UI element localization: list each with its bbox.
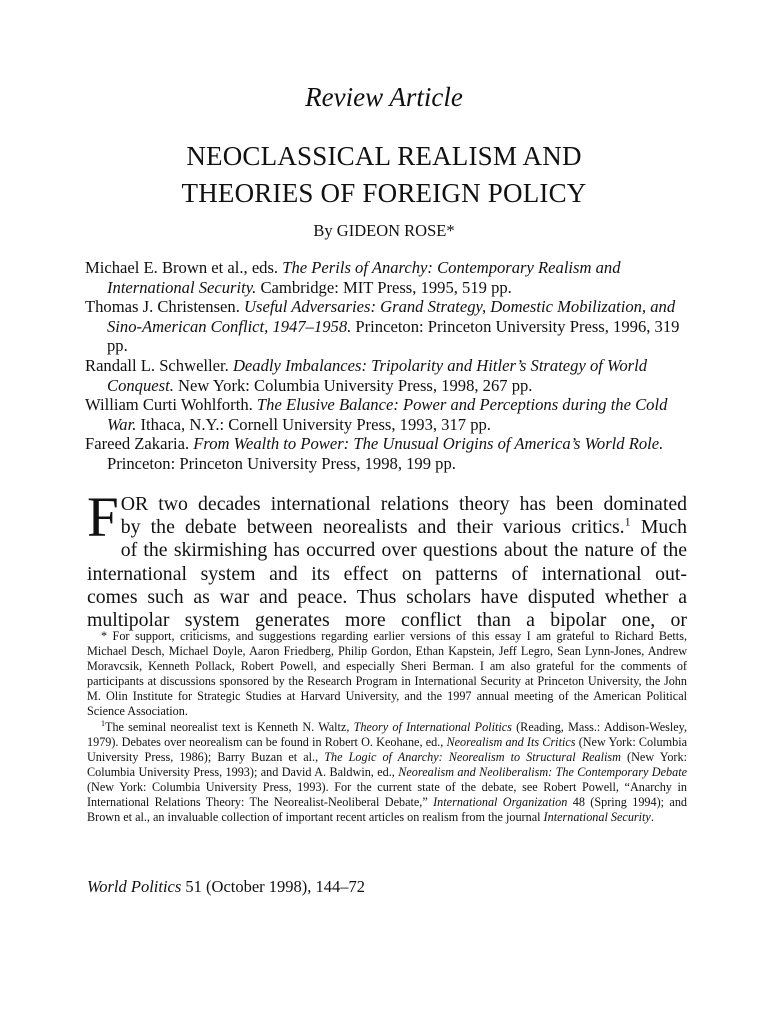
book-publication: Princeton: Princeton University Press, 1998, 199 pp. xyxy=(107,453,456,473)
book-author: Fareed Zakaria. xyxy=(85,434,194,454)
footnotes xyxy=(87,629,687,825)
citation-details: 51 (October 1998), 144–72 xyxy=(181,877,366,896)
footnote-text: (New York: Columbia University Press, 1993). For the current state of the debate, see Robert Powell, “Anarchy in International Relations Theory: The Neorealist-Neoliberal Debate,” xyxy=(87,779,687,810)
book-entry xyxy=(85,258,695,297)
book-entry xyxy=(85,297,695,356)
body-line-text: Much xyxy=(630,516,687,539)
footnote-text: (New York: Columbia University Press, 1986); Barry Buzan et al., xyxy=(87,734,687,764)
body-line: multipolar system generates more conflict than a bipolar one, or xyxy=(87,609,687,632)
title-line-1: NEOCLASSICAL REALISM AND xyxy=(186,141,582,171)
book-title: Deadly Imbalances: Tripolarity and Hitler’s Strategy of World Conquest. xyxy=(107,355,647,395)
footnote-title: International Security xyxy=(543,810,651,825)
book-entry xyxy=(85,395,695,434)
body-line: OR two decades international relations theory has been dominated xyxy=(120,493,687,515)
footnote-star: * For support, criticisms, and suggestions regarding earlier versions of this essay I am grateful to Richard Betts, Michael Desch, Michael Doyle, Aaron Friedberg, Philip Gordon, Ethan Kapstein, Jeff Legro, Sean Lynn-Jones, Andrew Moravcsik, Kenneth Pollack, Robert Powell, and especially Sheri Berman. I am also grateful for the comments of participants at discussions sponsored by the Research Program in International Security at Princeton University, the John M. Olin Institute for Strategic Studies at Harvard University, and the 1997 annual meeting of the American Political Science Association. xyxy=(87,629,687,719)
book-author: Michael E. Brown et al., eds. xyxy=(85,258,283,277)
footnote-1 xyxy=(87,720,687,826)
body-line xyxy=(87,516,687,539)
book-author: William Curti Wohlforth. xyxy=(85,395,257,415)
footnote-text: (New York: Columbia University Press, 1993); and David A. Baldwin, ed., xyxy=(87,749,687,779)
book-author: Randall L. Schweller. xyxy=(85,355,233,375)
footnote-text: 48 (Spring 1994); and Brown et al., an invaluable collection of important recent articles on realism from the journal xyxy=(87,795,688,825)
footnote-text: . xyxy=(650,810,654,825)
author-byline: By GIDEON ROSE* xyxy=(313,221,455,240)
journal-citation xyxy=(87,877,365,897)
title-line-2: THEORIES OF FOREIGN POLICY xyxy=(181,178,587,208)
journal-name: World Politics xyxy=(87,877,182,896)
body-line: international system and its effect on patterns of international out- xyxy=(87,562,687,585)
book-author: Thomas J. Christensen. xyxy=(85,297,245,317)
footnote-title: Neorealism and Its Critics xyxy=(446,734,576,749)
drop-cap: F xyxy=(87,486,119,549)
article-title xyxy=(0,138,768,212)
footnote-title: Neorealism and Neoliberalism: The Contemporary Debate xyxy=(398,764,687,779)
book-publication: Princeton: Princeton University Press, 1996, 319 pp. xyxy=(107,316,680,356)
footnote-title: International Organization xyxy=(433,795,568,810)
footnote-title: The Logic of Anarchy: Neorealism to Structural Realism xyxy=(324,749,621,764)
body-line: of the skirmishing has occurred over questions about the nature of the xyxy=(120,539,687,562)
reviewed-books-list xyxy=(85,258,695,474)
book-entry xyxy=(85,356,695,395)
book-publication: Ithaca, N.Y.: Cornell University Press, 1993, 317 pp. xyxy=(136,414,491,434)
body-line-text: by the debate between neorealists and their various critics. xyxy=(120,516,625,539)
book-title: From Wealth to Power: The Unusual Origins of America’s World Role. xyxy=(193,434,664,454)
footnote-text: (Reading, Mass.: Addison-Wesley, 1979). Debates over neorealism can be found in Robert O. Keohane, ed., xyxy=(87,719,687,749)
book-title: The Elusive Balance: Power and Perceptions during the Cold War. xyxy=(107,395,668,434)
book-title: Useful Adversaries: Grand Strategy, Domestic Mobilization, and Sino-American Conflict, 1947–1958. xyxy=(107,297,676,336)
footnote-marker[interactable]: 1 xyxy=(624,514,631,529)
footnote-title: Theory of International Politics xyxy=(353,719,512,734)
footnote-number: 1 xyxy=(101,718,105,728)
footnote-text: The seminal neorealist text is Kenneth N. Waltz, xyxy=(105,719,354,734)
article-kicker: Review Article xyxy=(305,82,463,112)
body-line: comes such as war and peace. Thus scholars have disputed whether a xyxy=(87,585,687,608)
book-publication: Cambridge: MIT Press, 1995, 519 pp. xyxy=(256,277,512,297)
opening-paragraph xyxy=(87,486,687,632)
book-entry xyxy=(85,434,695,473)
book-title: The Perils of Anarchy: Contemporary Realism and International Security. xyxy=(107,258,621,297)
book-publication: New York: Columbia University Press, 1998, 267 pp. xyxy=(173,375,533,395)
